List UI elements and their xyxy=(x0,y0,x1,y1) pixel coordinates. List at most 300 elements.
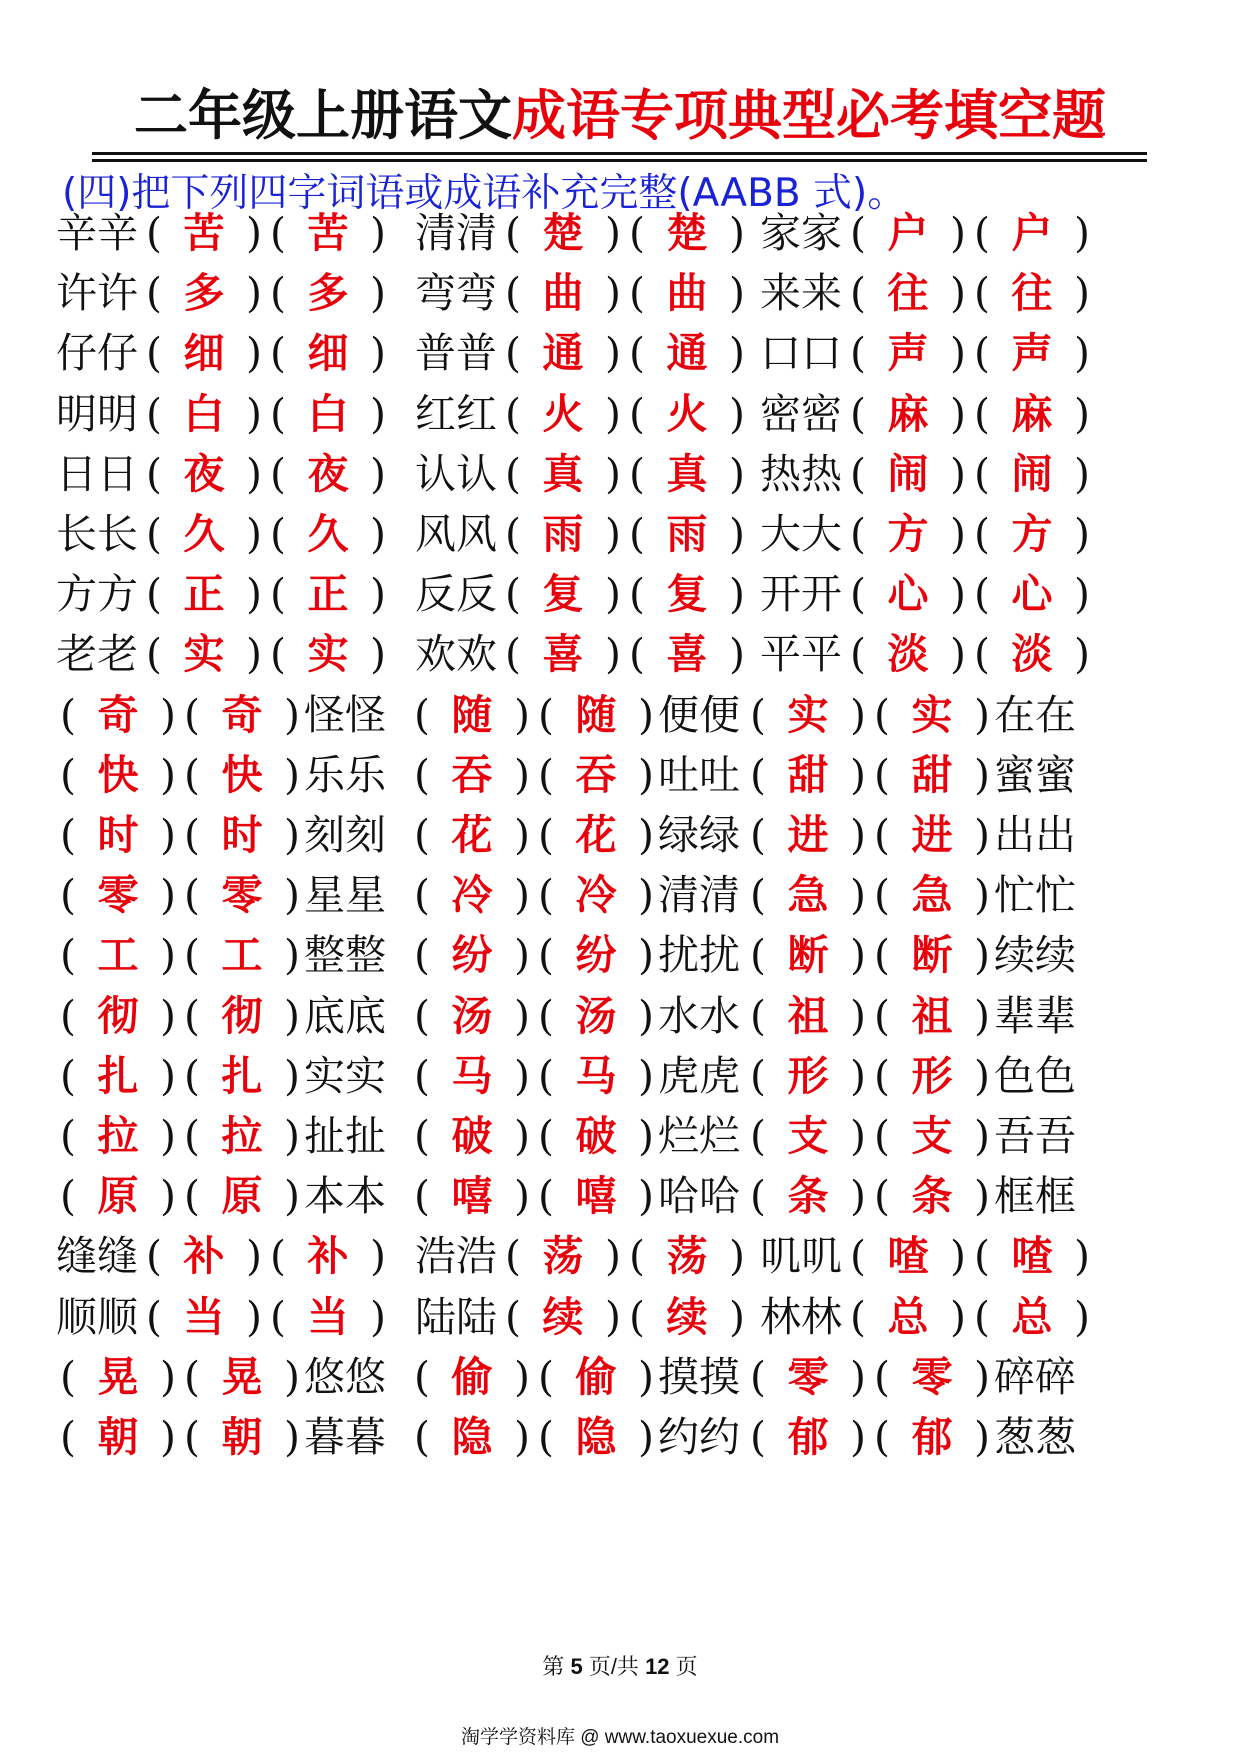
answer-char: 断 xyxy=(911,931,953,980)
page-mid: 页/共 xyxy=(588,1654,639,1679)
open-paren: ( xyxy=(60,1051,76,1100)
open-paren: ( xyxy=(874,1112,890,1160)
close-paren: ) xyxy=(284,811,300,859)
open-paren: ( xyxy=(146,1232,162,1281)
open-paren: ( xyxy=(505,570,521,619)
idiom-given-chars: 辈辈 xyxy=(994,991,1076,1040)
open-paren: ( xyxy=(974,209,990,257)
open-paren: ( xyxy=(750,690,766,739)
idiom-item xyxy=(410,862,744,929)
open-paren: ( xyxy=(629,570,645,619)
idiom-item xyxy=(415,1223,749,1290)
answer-char: 郁 xyxy=(787,1413,829,1461)
answer-char: 花 xyxy=(575,811,617,859)
idiom-item xyxy=(56,1043,390,1110)
open-paren: ( xyxy=(629,510,645,558)
open-paren: ( xyxy=(146,449,162,498)
answer-char: 通 xyxy=(542,329,584,378)
open-paren: ( xyxy=(750,991,766,1040)
open-paren: ( xyxy=(60,1352,76,1401)
idiom-row xyxy=(0,501,1240,568)
answer-char: 实 xyxy=(787,690,829,739)
close-paren: ) xyxy=(638,690,654,739)
idiom-given-chars: 缝缝 xyxy=(56,1232,138,1281)
close-paren: ) xyxy=(605,1232,621,1281)
idiom-given-chars: 哈哈 xyxy=(658,1172,740,1221)
answer-char: 支 xyxy=(787,1112,829,1160)
open-paren: ( xyxy=(750,871,766,920)
close-paren: ) xyxy=(729,209,745,257)
close-paren: ) xyxy=(850,690,866,739)
idiom-item xyxy=(56,260,390,327)
open-paren: ( xyxy=(538,811,554,859)
idiom-row xyxy=(0,1103,1240,1170)
answer-char: 偷 xyxy=(575,1352,617,1401)
close-paren: ) xyxy=(974,1112,990,1160)
idiom-given-chars: 水水 xyxy=(658,991,740,1040)
idiom-item xyxy=(746,802,1080,869)
close-paren: ) xyxy=(850,871,866,920)
open-paren: ( xyxy=(750,931,766,980)
idiom-item xyxy=(56,1404,390,1471)
close-paren: ) xyxy=(1074,389,1090,438)
answer-char: 往 xyxy=(887,269,929,318)
answer-char: 扎 xyxy=(97,1051,139,1100)
close-paren: ) xyxy=(514,931,530,980)
answer-char: 方 xyxy=(1011,510,1053,558)
idiom-row xyxy=(0,983,1240,1050)
answer-char: 朝 xyxy=(221,1413,263,1461)
close-paren: ) xyxy=(246,570,262,619)
idiom-given-chars: 实实 xyxy=(304,1051,386,1100)
open-paren: ( xyxy=(629,1232,645,1281)
answer-char: 复 xyxy=(666,570,708,619)
close-paren: ) xyxy=(605,269,621,318)
answer-char: 火 xyxy=(666,389,708,438)
open-paren: ( xyxy=(850,510,866,558)
close-paren: ) xyxy=(284,1112,300,1160)
idiom-given-chars: 摸摸 xyxy=(658,1352,740,1401)
open-paren: ( xyxy=(974,1292,990,1341)
close-paren: ) xyxy=(370,269,386,318)
answer-char: 闹 xyxy=(1011,449,1053,498)
close-paren: ) xyxy=(850,1112,866,1160)
answer-char: 火 xyxy=(542,389,584,438)
page-prefix: 第 xyxy=(542,1654,565,1679)
open-paren: ( xyxy=(750,1051,766,1100)
open-paren: ( xyxy=(184,931,200,980)
idiom-given-chars: 乐乐 xyxy=(304,750,386,799)
idiom-given-chars: 约约 xyxy=(658,1413,740,1461)
idiom-given-chars: 密密 xyxy=(760,389,842,438)
idiom-item xyxy=(746,922,1080,989)
open-paren: ( xyxy=(270,269,286,318)
idiom-item xyxy=(410,1404,744,1471)
close-paren: ) xyxy=(605,389,621,438)
close-paren: ) xyxy=(729,510,745,558)
close-paren: ) xyxy=(638,1051,654,1100)
idiom-item xyxy=(760,320,1094,387)
answer-char: 细 xyxy=(183,329,225,378)
answer-char: 奇 xyxy=(97,690,139,739)
open-paren: ( xyxy=(629,449,645,498)
answer-char: 麻 xyxy=(887,389,929,438)
close-paren: ) xyxy=(1074,1232,1090,1281)
close-paren: ) xyxy=(160,811,176,859)
close-paren: ) xyxy=(850,931,866,980)
idiom-given-chars: 普普 xyxy=(415,329,497,378)
idiom-given-chars: 大大 xyxy=(760,510,842,558)
answer-char: 偷 xyxy=(451,1352,493,1401)
close-paren: ) xyxy=(950,510,966,558)
open-paren: ( xyxy=(414,931,430,980)
open-paren: ( xyxy=(184,1172,200,1221)
answer-char: 续 xyxy=(666,1292,708,1341)
idiom-item xyxy=(760,501,1094,568)
open-paren: ( xyxy=(874,750,890,799)
close-paren: ) xyxy=(950,570,966,619)
answer-char: 郁 xyxy=(911,1413,953,1461)
open-paren: ( xyxy=(270,1232,286,1281)
answer-char: 彻 xyxy=(97,991,139,1040)
idiom-item xyxy=(56,862,390,929)
idiom-given-chars: 整整 xyxy=(304,931,386,980)
idiom-item xyxy=(56,802,390,869)
close-paren: ) xyxy=(638,750,654,799)
instruction-text: (四)把下列四字词语或成语补充完整(AABB 式)。 xyxy=(62,171,907,216)
open-paren: ( xyxy=(60,931,76,980)
idiom-item xyxy=(56,381,390,448)
close-paren: ) xyxy=(729,630,745,679)
answer-char: 冷 xyxy=(451,871,493,920)
close-paren: ) xyxy=(246,1232,262,1281)
open-paren: ( xyxy=(538,690,554,739)
open-paren: ( xyxy=(850,389,866,438)
idiom-given-chars: 热热 xyxy=(760,449,842,498)
idiom-given-chars: 日日 xyxy=(56,449,138,498)
close-paren: ) xyxy=(974,931,990,980)
idiom-given-chars: 长长 xyxy=(56,510,138,558)
close-paren: ) xyxy=(370,630,386,679)
open-paren: ( xyxy=(974,510,990,558)
open-paren: ( xyxy=(414,1172,430,1221)
open-paren: ( xyxy=(505,630,521,679)
open-paren: ( xyxy=(184,1051,200,1100)
answer-char: 甜 xyxy=(787,750,829,799)
idiom-row xyxy=(0,862,1240,929)
idiom-row xyxy=(0,320,1240,387)
idiom-item xyxy=(410,682,744,749)
open-paren: ( xyxy=(146,570,162,619)
open-paren: ( xyxy=(538,931,554,980)
answer-char: 苦 xyxy=(183,209,225,257)
idiom-item xyxy=(56,1344,390,1411)
idiom-given-chars: 蜜蜜 xyxy=(994,750,1076,799)
open-paren: ( xyxy=(505,209,521,257)
close-paren: ) xyxy=(605,449,621,498)
open-paren: ( xyxy=(629,329,645,378)
close-paren: ) xyxy=(284,991,300,1040)
idiom-given-chars: 悠悠 xyxy=(304,1352,386,1401)
close-paren: ) xyxy=(160,991,176,1040)
answer-char: 条 xyxy=(911,1172,953,1221)
close-paren: ) xyxy=(284,931,300,980)
site-watermark: 淘学学资料库 @ www.taoxuexue.com xyxy=(460,1727,780,1748)
close-paren: ) xyxy=(160,1352,176,1401)
open-paren: ( xyxy=(184,1112,200,1160)
open-paren: ( xyxy=(538,1112,554,1160)
idiom-item xyxy=(746,1103,1080,1170)
idiom-item xyxy=(760,621,1094,688)
answer-char: 当 xyxy=(183,1292,225,1341)
answer-char: 朝 xyxy=(97,1413,139,1461)
idiom-item xyxy=(760,441,1094,508)
open-paren: ( xyxy=(414,811,430,859)
idiom-given-chars: 红红 xyxy=(415,389,497,438)
answer-char: 随 xyxy=(575,690,617,739)
answer-char: 嘻 xyxy=(575,1172,617,1221)
idiom-given-chars: 欢欢 xyxy=(415,630,497,679)
idiom-row xyxy=(0,381,1240,448)
idiom-item xyxy=(746,1163,1080,1230)
idiom-item xyxy=(415,200,749,267)
answer-char: 久 xyxy=(183,510,225,558)
idiom-given-chars: 框框 xyxy=(994,1172,1076,1221)
open-paren: ( xyxy=(270,329,286,378)
close-paren: ) xyxy=(638,1413,654,1461)
answer-char: 急 xyxy=(787,871,829,920)
idiom-item xyxy=(56,1223,390,1290)
idiom-item xyxy=(760,1223,1094,1290)
open-paren: ( xyxy=(538,1051,554,1100)
open-paren: ( xyxy=(184,1413,200,1461)
title-part-grade: 二年级上册语文 xyxy=(134,83,512,147)
open-paren: ( xyxy=(414,1112,430,1160)
open-paren: ( xyxy=(538,1413,554,1461)
close-paren: ) xyxy=(974,1172,990,1221)
close-paren: ) xyxy=(514,1172,530,1221)
idiom-item xyxy=(410,1163,744,1230)
title-part-topic: 成语专项典型必考填空题 xyxy=(512,83,1106,147)
close-paren: ) xyxy=(514,690,530,739)
open-paren: ( xyxy=(629,269,645,318)
open-paren: ( xyxy=(146,209,162,257)
answer-char: 马 xyxy=(451,1051,493,1100)
close-paren: ) xyxy=(850,1172,866,1221)
open-paren: ( xyxy=(184,1352,200,1401)
answer-char: 甜 xyxy=(911,750,953,799)
open-paren: ( xyxy=(60,991,76,1040)
idiom-row xyxy=(0,1223,1240,1290)
page-current: 5 xyxy=(570,1654,583,1679)
answer-char: 形 xyxy=(787,1051,829,1100)
idiom-given-chars: 烂烂 xyxy=(658,1112,740,1160)
open-paren: ( xyxy=(629,1292,645,1341)
answer-char: 原 xyxy=(97,1172,139,1221)
answer-char: 纷 xyxy=(575,931,617,980)
close-paren: ) xyxy=(160,931,176,980)
idiom-row xyxy=(0,1163,1240,1230)
idiom-given-chars: 底底 xyxy=(304,991,386,1040)
idiom-given-chars: 星星 xyxy=(304,871,386,920)
open-paren: ( xyxy=(414,1352,430,1401)
close-paren: ) xyxy=(284,750,300,799)
open-paren: ( xyxy=(505,510,521,558)
idiom-item xyxy=(56,1163,390,1230)
close-paren: ) xyxy=(514,750,530,799)
answer-char: 户 xyxy=(1011,209,1053,257)
open-paren: ( xyxy=(874,1051,890,1100)
close-paren: ) xyxy=(284,1051,300,1100)
answer-char: 破 xyxy=(451,1112,493,1160)
close-paren: ) xyxy=(284,1172,300,1221)
answer-char: 喳 xyxy=(887,1232,929,1281)
idiom-item xyxy=(56,200,390,267)
open-paren: ( xyxy=(974,1232,990,1281)
idiom-item xyxy=(56,621,390,688)
open-paren: ( xyxy=(505,1232,521,1281)
close-paren: ) xyxy=(370,449,386,498)
idiom-item xyxy=(410,1344,744,1411)
idiom-item xyxy=(746,1404,1080,1471)
idiom-item xyxy=(410,802,744,869)
idiom-row xyxy=(0,260,1240,327)
open-paren: ( xyxy=(538,871,554,920)
idiom-item xyxy=(56,320,390,387)
open-paren: ( xyxy=(874,690,890,739)
answer-char: 总 xyxy=(887,1292,929,1341)
close-paren: ) xyxy=(160,871,176,920)
idiom-item xyxy=(56,1103,390,1170)
open-paren: ( xyxy=(184,811,200,859)
answer-char: 正 xyxy=(307,570,349,619)
open-paren: ( xyxy=(850,1232,866,1281)
idiom-item xyxy=(760,381,1094,448)
idiom-row xyxy=(0,1043,1240,1110)
idiom-given-chars: 认认 xyxy=(415,449,497,498)
open-paren: ( xyxy=(60,690,76,739)
idiom-item xyxy=(56,742,390,809)
close-paren: ) xyxy=(638,1352,654,1401)
idiom-item xyxy=(415,320,749,387)
open-paren: ( xyxy=(874,811,890,859)
answer-char: 户 xyxy=(887,209,929,257)
open-paren: ( xyxy=(505,329,521,378)
open-paren: ( xyxy=(414,871,430,920)
answer-char: 实 xyxy=(183,630,225,679)
open-paren: ( xyxy=(850,630,866,679)
idiom-given-chars: 出出 xyxy=(994,811,1076,859)
close-paren: ) xyxy=(246,269,262,318)
idiom-given-chars: 吐吐 xyxy=(658,750,740,799)
idiom-row xyxy=(0,802,1240,869)
answer-char: 声 xyxy=(887,329,929,378)
close-paren: ) xyxy=(850,991,866,1040)
close-paren: ) xyxy=(246,1292,262,1341)
answer-char: 细 xyxy=(307,329,349,378)
idiom-item xyxy=(56,682,390,749)
idiom-item xyxy=(415,501,749,568)
idiom-row xyxy=(0,561,1240,628)
answer-char: 隐 xyxy=(575,1413,617,1461)
close-paren: ) xyxy=(605,510,621,558)
open-paren: ( xyxy=(270,209,286,257)
close-paren: ) xyxy=(1074,510,1090,558)
idiom-given-chars: 林林 xyxy=(760,1292,842,1341)
idiom-item xyxy=(746,983,1080,1050)
idiom-given-chars: 色色 xyxy=(994,1051,1076,1100)
open-paren: ( xyxy=(850,209,866,257)
answer-char: 雨 xyxy=(542,510,584,558)
answer-char: 楚 xyxy=(542,209,584,257)
close-paren: ) xyxy=(160,1051,176,1100)
close-paren: ) xyxy=(246,449,262,498)
open-paren: ( xyxy=(184,690,200,739)
open-paren: ( xyxy=(750,811,766,859)
open-paren: ( xyxy=(629,209,645,257)
idiom-given-chars: 忙忙 xyxy=(994,871,1076,920)
idiom-item xyxy=(746,742,1080,809)
close-paren: ) xyxy=(160,750,176,799)
close-paren: ) xyxy=(370,1232,386,1281)
close-paren: ) xyxy=(638,1172,654,1221)
idiom-given-chars: 家家 xyxy=(760,209,842,257)
answer-char: 通 xyxy=(666,329,708,378)
answer-char: 喳 xyxy=(1011,1232,1053,1281)
open-paren: ( xyxy=(750,1172,766,1221)
close-paren: ) xyxy=(370,1292,386,1341)
idiom-given-chars: 平平 xyxy=(760,630,842,679)
open-paren: ( xyxy=(414,690,430,739)
idiom-given-chars: 方方 xyxy=(56,570,138,619)
answer-char: 祖 xyxy=(787,991,829,1040)
answer-char: 吞 xyxy=(575,750,617,799)
idiom-given-chars: 虎虎 xyxy=(658,1051,740,1100)
answer-char: 苦 xyxy=(307,209,349,257)
idiom-given-chars: 吾吾 xyxy=(994,1112,1076,1160)
open-paren: ( xyxy=(850,269,866,318)
answer-char: 形 xyxy=(911,1051,953,1100)
idiom-given-chars: 老老 xyxy=(56,630,138,679)
answer-char: 补 xyxy=(183,1232,225,1281)
answer-char: 快 xyxy=(97,750,139,799)
open-paren: ( xyxy=(505,269,521,318)
close-paren: ) xyxy=(638,991,654,1040)
idiom-item xyxy=(410,1043,744,1110)
idiom-given-chars: 扯扯 xyxy=(304,1112,386,1160)
close-paren: ) xyxy=(160,1172,176,1221)
idiom-given-chars: 葱葱 xyxy=(994,1413,1076,1461)
idiom-row xyxy=(0,1344,1240,1411)
open-paren: ( xyxy=(538,991,554,1040)
close-paren: ) xyxy=(246,209,262,257)
open-paren: ( xyxy=(974,630,990,679)
close-paren: ) xyxy=(974,750,990,799)
answer-char: 久 xyxy=(307,510,349,558)
close-paren: ) xyxy=(1074,329,1090,378)
idiom-item xyxy=(746,682,1080,749)
answer-char: 喜 xyxy=(542,630,584,679)
answer-char: 零 xyxy=(221,871,263,920)
close-paren: ) xyxy=(850,811,866,859)
close-paren: ) xyxy=(974,690,990,739)
page-number xyxy=(0,1650,1240,1681)
close-paren: ) xyxy=(370,389,386,438)
close-paren: ) xyxy=(950,329,966,378)
idiom-row xyxy=(0,1404,1240,1471)
close-paren: ) xyxy=(729,1232,745,1281)
close-paren: ) xyxy=(1074,630,1090,679)
